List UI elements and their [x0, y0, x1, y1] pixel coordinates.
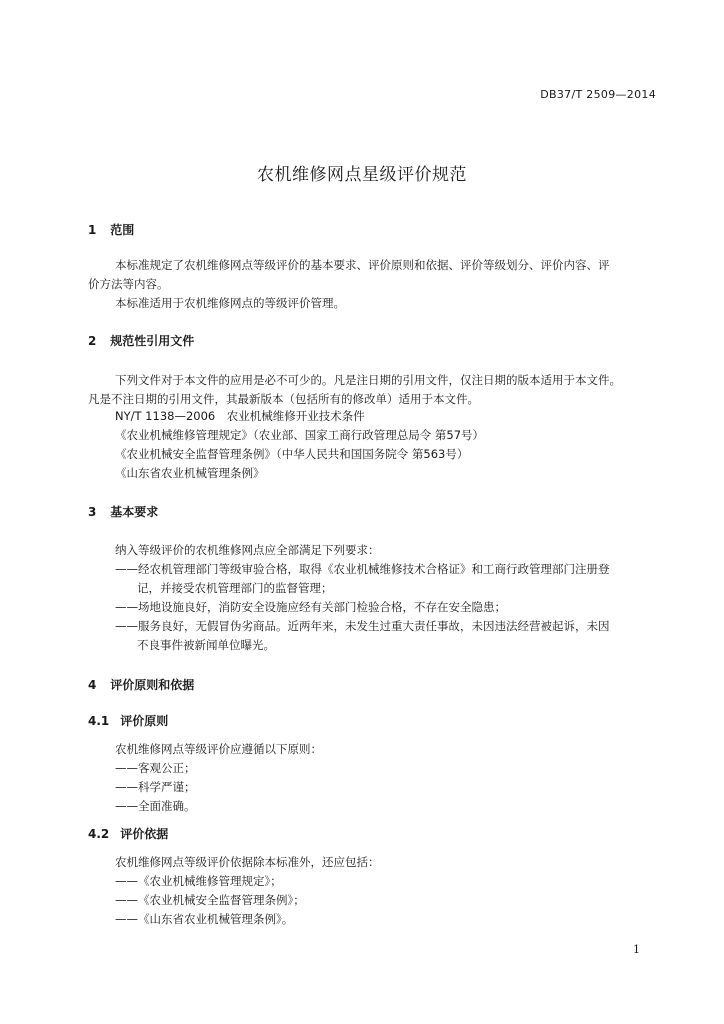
list-item: ——服务良好，无假冒伪劣商品。近两年来，未发生过重大责任事故，未因违法经营被起诉，未因: [115, 619, 610, 633]
page-title: 农机维修网点星级评价规范: [257, 165, 467, 185]
reference-item: 《农业机械维修管理规定》（农业部、国家工商行政管理总局令 第57号）: [115, 428, 485, 442]
section-title: 基本要求: [110, 505, 159, 519]
section-2-heading: [88, 332, 194, 349]
paragraph-line: 纳入等级评价的农机维修网点应全部满足下列要求：: [115, 543, 380, 557]
list-item: ——经农机管理部门等级审验合格，取得《农业机械维修技术合格证》和工商行政管理部门注册登: [115, 562, 610, 576]
section-4-heading: [88, 676, 194, 693]
section-number: 4: [88, 678, 97, 692]
paragraph-line: 农机维修网点等级评价依据除本标准外，还应包括：: [115, 855, 380, 869]
section-title: 评价依据: [120, 827, 169, 841]
paragraph-line: 凡是不注日期的引用文件，其最新版本（包括所有的修改单）适用于本文件。: [88, 392, 479, 406]
list-item: ——《农业机械维修管理规定》；: [115, 874, 282, 888]
section-number: 4.1: [88, 714, 110, 728]
list-item: ——科学严谨；: [115, 780, 196, 794]
standard-code: DB37/T 2509—2014: [540, 88, 656, 101]
list-item: ——客观公正；: [115, 761, 196, 775]
list-item-continuation: 记，并接受农机管理部门的监督管理；: [137, 581, 333, 595]
paragraph-line: 本标准适用于农机维修网点的等级评价管理。: [115, 296, 345, 310]
reference-item: NY/T 1138—2006 农业机械维修开业技术条件: [115, 409, 365, 423]
paragraph-line: 价方法等内容。: [88, 277, 169, 291]
paragraph-line: 农机维修网点等级评价应遵循以下原则：: [115, 742, 322, 756]
section-number: 3: [88, 505, 97, 519]
section-number: 1: [88, 223, 97, 237]
section-1-heading: [88, 221, 134, 238]
section-3-heading: [88, 503, 158, 520]
reference-item: 《农业机械安全监督管理条例》（中华人民共和国国务院令 第563号）: [115, 447, 469, 461]
list-item: ——全面准确。: [115, 799, 196, 813]
section-number: 4.2: [88, 827, 110, 841]
section-title: 规范性引用文件: [110, 334, 195, 348]
paragraph-line: 本标准规定了农机维修网点等级评价的基本要求、评价原则和依据、评价等级划分、评价内容、评: [115, 258, 610, 272]
section-title: 评价原则: [120, 714, 169, 728]
section-title: 范围: [110, 223, 135, 237]
paragraph-line: 下列文件对于本文件的应用是必不可少的。凡是注日期的引用文件，仅注日期的版本适用于本文件。: [115, 373, 621, 387]
section-number: 2: [88, 334, 97, 348]
list-item: ——《山东省农业机械管理条例》。: [115, 912, 294, 926]
section-title: 评价原则和依据: [110, 678, 195, 692]
subsection-4-2-heading: [88, 825, 168, 842]
list-item: ——场地设施良好，消防安全设施应经有关部门检验合格，不存在安全隐患；: [115, 600, 506, 614]
subsection-4-1-heading: [88, 712, 168, 729]
list-item-continuation: 不良事件被新闻单位曝光。: [137, 638, 275, 652]
reference-item: 《山东省农业机械管理条例》: [115, 466, 265, 480]
list-item: ——《农业机械安全监督管理条例》；: [115, 893, 305, 907]
page-number: 1: [633, 943, 640, 956]
